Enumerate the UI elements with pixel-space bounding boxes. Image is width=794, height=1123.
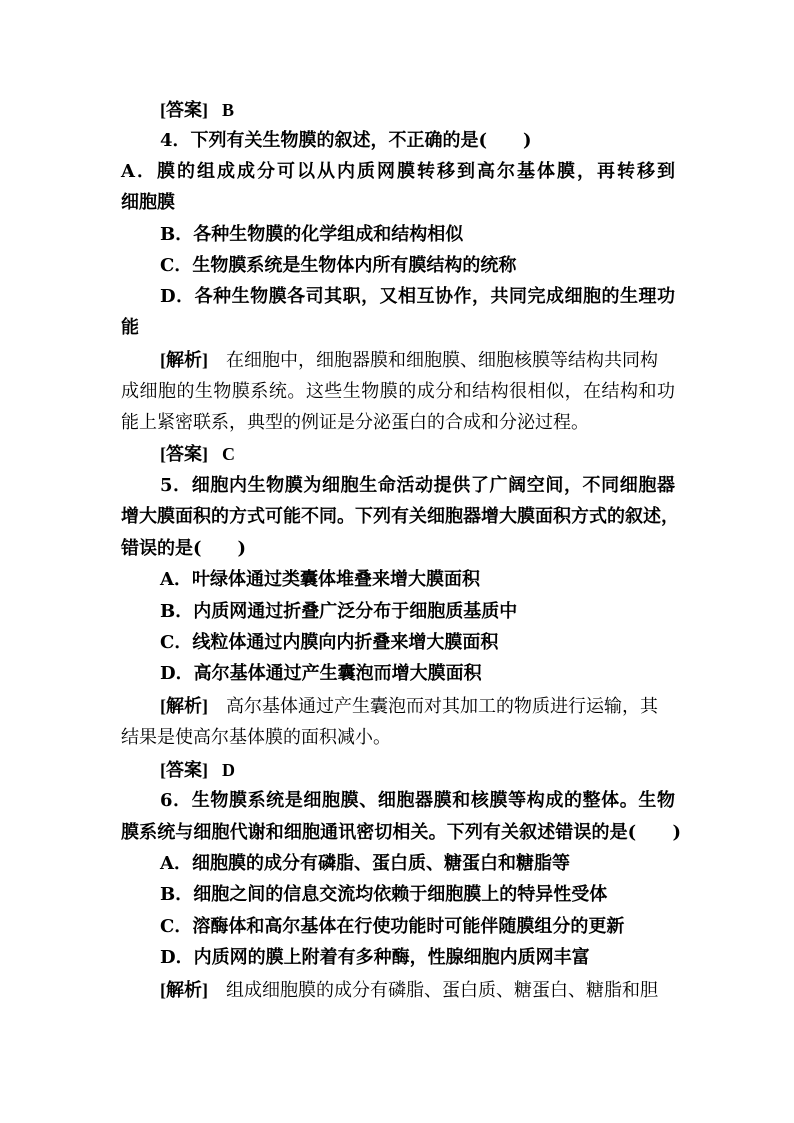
answer-tag: [答案] (160, 444, 208, 464)
q4-answer-line (160, 438, 235, 470)
q4-analysis-line-1 (160, 344, 658, 376)
q6-analysis-line-1 (160, 974, 658, 1006)
q5-analysis-line-2: 结果是使高尔基体膜的面积减小。 (121, 727, 391, 748)
q5-option-a: A．叶绿体通过类囊体堆叠来增大膜面积 (160, 569, 480, 590)
analysis-text: 组成细胞膜的成分有磷脂、蛋白质、糖蛋白、糖脂和胆 (226, 980, 658, 1001)
q5-stem-line-2: 增大膜面积的方式可能不同。下列有关细胞器增大膜面积方式的叙述， (121, 506, 679, 527)
q4-stem: 4．下列有关生物膜的叙述，不正确的是( ) (160, 130, 532, 151)
q5-analysis-line-1 (160, 690, 658, 722)
q6-option-a: A．细胞膜的成分有磷脂、蛋白质、糖蛋白和糖脂等 (160, 853, 570, 874)
analysis-tag: [解析] (160, 980, 208, 1000)
answer-value: B (222, 100, 235, 120)
answer-tag: [答案] (160, 100, 208, 120)
q6-stem-line-1: 6．生物膜系统是细胞膜、细胞器膜和核膜等构成的整体。生物 (160, 790, 675, 811)
q5-option-c: C．线粒体通过内膜向内折叠来增大膜面积 (160, 632, 499, 653)
answer-value: D (222, 760, 235, 780)
q4-analysis-line-3: 能上紧密联系，典型的例证是分泌蛋白的合成和分泌过程。 (121, 412, 589, 433)
analysis-tag: [解析] (160, 350, 208, 370)
q5-option-b: B．内质网通过折叠广泛分布于细胞质基质中 (160, 601, 518, 622)
answer-tag: [答案] (160, 760, 208, 780)
q4-analysis-line-2: 成细胞的生物膜系统。这些生物膜的成分和结构很相似，在结构和功 (121, 381, 675, 402)
q4-option-a: A．膜的组成成分可以从内质网膜转移到高尔基体膜，再转移到 (121, 161, 675, 182)
q5-stem-line-1: 5．细胞内生物膜为细胞生命活动提供了广阔空间，不同细胞器 (160, 475, 675, 496)
q4-option-d-cont: 能 (121, 317, 139, 338)
q6-option-d: D．内质网的膜上附着有多种酶，性腺细胞内质网丰富 (160, 947, 590, 968)
analysis-text: 高尔基体通过产生囊泡而对其加工的物质进行运输，其 (226, 696, 658, 717)
q4-option-a-cont: 细胞膜 (121, 192, 175, 213)
q4-option-c: C．生物膜系统是生物体内所有膜结构的统称 (160, 255, 517, 276)
q6-option-b: B．细胞之间的信息交流均依赖于细胞膜上的特异性受体 (160, 884, 608, 905)
q5-option-d: D．高尔基体通过产生囊泡而增大膜面积 (160, 663, 482, 684)
q5-stem-line-3: 错误的是( ) (121, 538, 247, 559)
answer-value: C (222, 444, 235, 464)
analysis-tag: [解析] (160, 696, 208, 716)
q6-stem-line-2: 膜系统与细胞代谢和细胞通讯密切相关。下列有关叙述错误的是( ) (121, 822, 681, 843)
q6-option-c: C．溶酶体和高尔基体在行使功能时可能伴随膜组分的更新 (160, 916, 625, 937)
q4-option-b: B．各种生物膜的化学组成和结构相似 (160, 224, 464, 245)
q5-answer-line (160, 754, 235, 786)
q4-option-d: D．各种生物膜各司其职，又相互协作，共同完成细胞的生理功 (160, 286, 675, 307)
analysis-text: 在细胞中，细胞器膜和细胞膜、细胞核膜等结构共同构 (226, 350, 658, 371)
answer-line-prev (160, 94, 234, 126)
